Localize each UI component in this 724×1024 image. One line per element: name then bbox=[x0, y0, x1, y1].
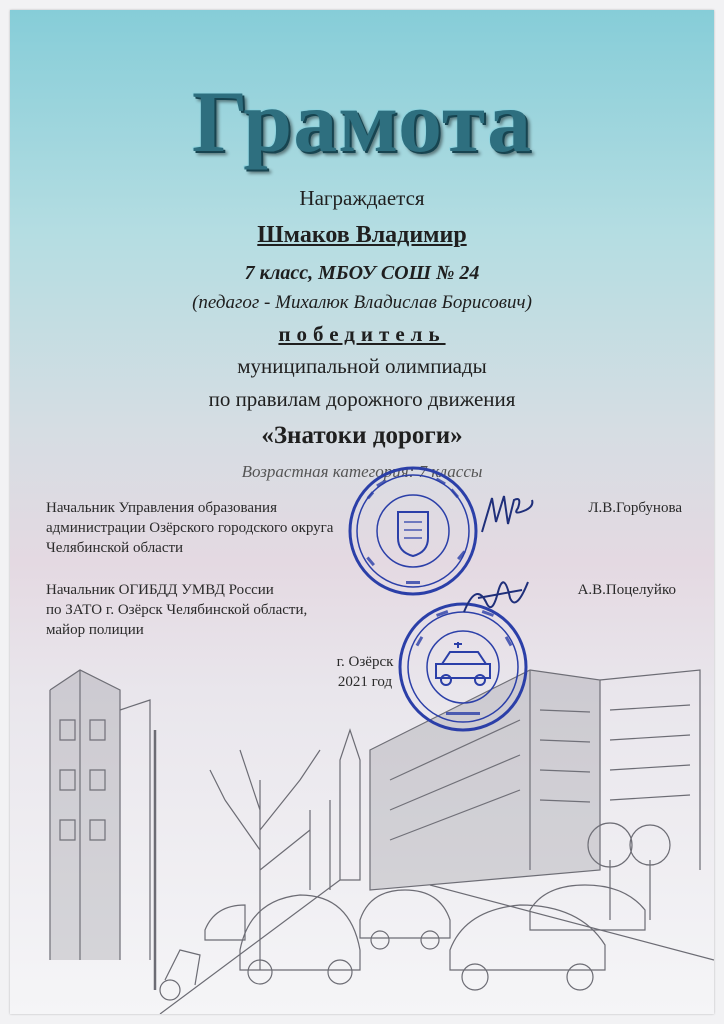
class-school: 7 класс, МБОУ СОШ № 24 bbox=[244, 262, 480, 284]
event-line-1: муниципальной олимпиады bbox=[237, 354, 487, 378]
teacher-name: (педагог - Михалюк Владислав Борисович) bbox=[192, 292, 532, 313]
signature-1-icon bbox=[478, 492, 538, 536]
certificate-title: Грамота bbox=[191, 74, 533, 171]
event-line-2: по правилам дорожного движения bbox=[208, 387, 516, 411]
age-category: Возрастная категория: 7 классы bbox=[241, 462, 483, 481]
recipient-name: Шмаков Владимир bbox=[257, 222, 467, 248]
place-label: г. Озёрск bbox=[336, 654, 394, 670]
year-label: 2021 год bbox=[337, 674, 393, 690]
signatory-1-position-line: администрации Озёрского городского округа bbox=[46, 520, 334, 536]
signatory-1-name: Л.В.Горбунова bbox=[588, 500, 682, 516]
signatory-2-position bbox=[46, 580, 307, 640]
awarded-label: Награждается bbox=[299, 186, 425, 210]
award-status: победитель bbox=[278, 322, 446, 346]
signatory-1-position-line: Начальник Управления образования bbox=[46, 500, 277, 516]
signatory-1-position bbox=[46, 498, 333, 558]
signatory-2-position-line: майор полиции bbox=[46, 622, 144, 638]
contest-name: «Знатоки дороги» bbox=[261, 422, 463, 449]
signatory-2-position-line: по ЗАТО г. Озёрск Челябинской области, bbox=[46, 602, 308, 618]
signatory-2-name: А.В.Поцелуйко bbox=[577, 582, 676, 598]
signature-2-icon bbox=[458, 562, 538, 622]
signatory-1-position-line: Челябинской области bbox=[46, 540, 184, 556]
signatory-2-position-line: Начальник ОГИБДД УМВД России bbox=[46, 582, 274, 598]
certificate-sheet bbox=[10, 10, 714, 1014]
